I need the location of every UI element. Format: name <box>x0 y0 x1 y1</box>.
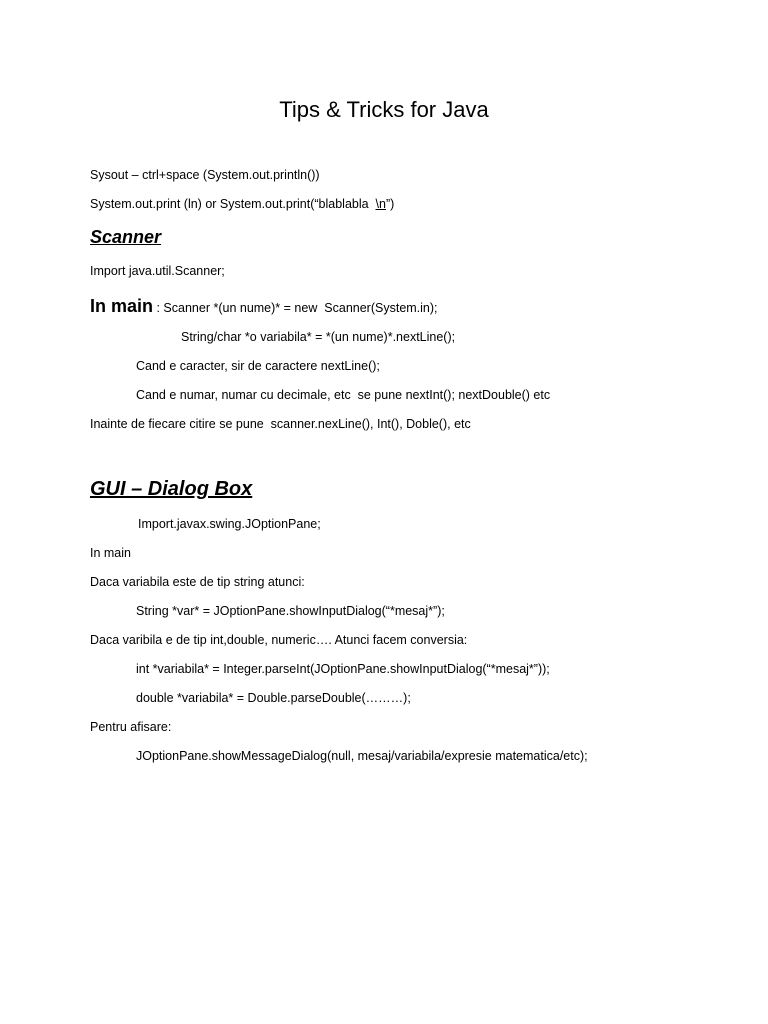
text-line-string-var: String *var* = JOptionPane.showInputDialog(“*mesaj*”); <box>136 604 445 618</box>
text-line-import-scanner: Import java.util.Scanner; <box>90 264 225 278</box>
text-line-import-joptionpane: Import.javax.swing.JOptionPane; <box>138 517 321 531</box>
print-text-after: ”) <box>385 197 395 211</box>
section-heading-scanner: Scanner <box>90 227 162 247</box>
text-line-inainte: Inainte de fiecare citire se pune scanner.nexLine(), Int(), Doble(), etc <box>90 417 471 431</box>
text-line-daca-varibila: Daca varibila e de tip int,double, numeric…. Atunci facem conversia: <box>90 633 468 647</box>
text-line-cand-caracter: Cand e caracter, sir de caractere nextLine(); <box>136 359 380 373</box>
print-newline-escape: \n <box>375 197 386 211</box>
text-line-print <box>90 196 394 212</box>
text-line-int-variabila: int *variabila* = Integer.parseInt(JOptionPane.showInputDialog(“*mesaj*”)); <box>136 662 550 676</box>
text-line-show-message: JOptionPane.showMessageDialog(null, mesaj/variabila/expresie matematica/etc); <box>136 749 588 763</box>
page-title: Tips & Tricks for Java <box>279 97 489 122</box>
text-line-daca-string: Daca variabila este de tip string atunci: <box>90 575 305 589</box>
text-line-in-main-2: In main <box>90 546 131 560</box>
text-line-pentru-afisare: Pentru afisare: <box>90 720 172 734</box>
text-line-double-variabila: double *variabila* = Double.parseDouble(………); <box>136 691 411 705</box>
in-main-scanner-code: : Scanner *(un nume)* = new Scanner(System.in); <box>153 301 438 315</box>
text-line-cand-numar: Cand e numar, numar cu decimale, etc se pune nextInt(); nextDouble() etc <box>136 388 551 402</box>
text-line-sysout: Sysout – ctrl+space (System.out.println()) <box>90 168 320 182</box>
text-line-in-main <box>90 296 438 318</box>
print-text-before: System.out.print (ln) or System.out.print(“blablabla <box>90 197 376 211</box>
in-main-label: In main <box>90 296 154 316</box>
text-line-string-char: String/char *o variabila* = *(un nume)*.nextLine(); <box>181 330 456 344</box>
section-heading-gui-dialog-box: GUI – Dialog Box <box>90 478 253 500</box>
